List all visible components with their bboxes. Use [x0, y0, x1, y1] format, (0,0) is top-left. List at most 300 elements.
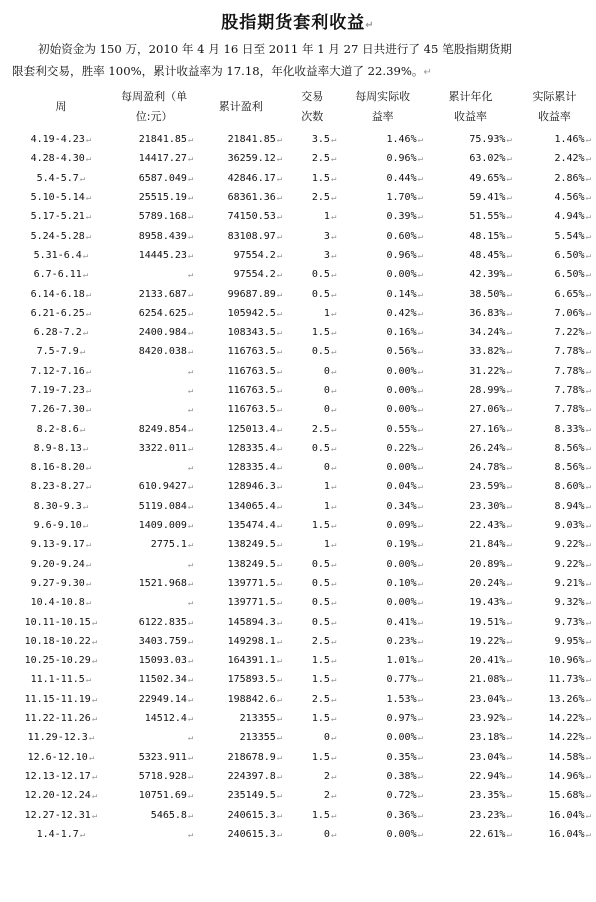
return-mark: ↵	[187, 231, 194, 242]
table-cell	[339, 574, 426, 593]
return-mark: ↵	[276, 405, 283, 416]
cell-value: 2.5	[311, 693, 330, 705]
cell-value: 8958.439	[138, 230, 187, 242]
return-mark: ↵	[85, 231, 92, 242]
table-cell	[339, 709, 426, 728]
table-cell	[426, 767, 515, 786]
cell-value: 15093.03	[138, 655, 187, 667]
table-cell	[426, 516, 515, 535]
return-mark: ↵	[187, 424, 194, 435]
cell-value: 6254.625	[138, 307, 187, 319]
cell-value: 0.00%	[386, 597, 417, 609]
table-cell	[426, 786, 515, 805]
return-mark: ↵	[187, 636, 194, 647]
table-cell	[285, 767, 339, 786]
table-cell	[339, 748, 426, 767]
return-mark: ↵	[330, 173, 337, 184]
cell-value: 116763.5	[227, 385, 276, 396]
return-mark: ↵	[276, 482, 283, 493]
column-header-line: 收益率	[537, 110, 571, 123]
return-mark: ↵	[187, 617, 194, 628]
table-cell	[515, 670, 594, 689]
cell-value: 0.00%	[386, 732, 417, 744]
return-mark: ↵	[585, 443, 591, 454]
cell-value: 7.78%	[554, 404, 585, 416]
table-cell	[426, 748, 515, 767]
table-row	[10, 362, 594, 381]
cell-value: 21.08%	[469, 674, 506, 686]
table-cell	[426, 805, 515, 824]
return-mark: ↵	[585, 328, 591, 339]
return-mark: ↵	[91, 771, 98, 782]
cell-value: 1.5	[311, 751, 330, 763]
return-mark: ↵	[585, 250, 591, 261]
cell-value: 36259.12	[227, 153, 276, 165]
table-body	[10, 130, 594, 844]
return-mark: ↵	[506, 559, 512, 570]
cell-value: 11.22-11.26	[24, 713, 91, 725]
return-mark: ↵	[330, 559, 337, 570]
table-cell	[426, 535, 515, 554]
cell-value: 21841.85	[227, 134, 276, 146]
return-mark: ↵	[276, 791, 283, 802]
cell-value: 0.00%	[386, 462, 417, 474]
return-mark: ↵	[330, 289, 337, 300]
table-cell	[196, 207, 285, 226]
cell-value: 6.50%	[554, 249, 585, 261]
table-cell	[285, 381, 339, 400]
table-cell	[285, 786, 339, 805]
cell-value: 0.00%	[386, 404, 417, 416]
return-mark: ↵	[585, 540, 591, 551]
cell-value: 0.00%	[386, 365, 417, 377]
table-row	[10, 612, 594, 631]
table-cell	[285, 728, 339, 747]
cell-value: 8.60%	[554, 481, 585, 493]
table-cell	[515, 651, 594, 670]
return-mark: ↵	[506, 173, 512, 184]
cell-value: 1.5	[311, 809, 330, 821]
intro-line-2-text: 限套利交易，胜率 100%，累计收益率为 17.18，年化收益率大道了 22.39%。	[12, 64, 424, 78]
column-header-3	[285, 84, 339, 130]
return-mark: ↵	[423, 67, 432, 78]
cell-value: 0.38%	[386, 770, 417, 782]
document-title-text: 股指期货套利收益	[221, 13, 366, 33]
table-cell	[515, 555, 594, 574]
return-mark: ↵	[330, 656, 337, 667]
table-cell	[339, 130, 426, 149]
table-cell	[10, 439, 112, 458]
return-mark: ↵	[276, 540, 283, 551]
cell-value: 0.23%	[386, 635, 417, 647]
cell-value: 2.5	[311, 192, 330, 204]
cell-value: 31.22%	[469, 365, 506, 377]
return-mark: ↵	[330, 636, 337, 647]
cell-value: 9.32%	[554, 597, 585, 609]
table-cell	[196, 670, 285, 689]
return-mark: ↵	[330, 482, 337, 493]
table-row	[10, 284, 594, 303]
return-mark: ↵	[417, 173, 424, 184]
return-mark: ↵	[276, 829, 283, 840]
cell-value: 1409.009	[138, 520, 187, 532]
table-cell	[196, 786, 285, 805]
return-mark: ↵	[585, 598, 591, 609]
column-header-line: 每周盈利（单	[121, 90, 188, 103]
return-mark: ↵	[187, 675, 194, 686]
table-cell	[426, 690, 515, 709]
cell-value: 23.35%	[469, 790, 506, 802]
table-cell	[112, 555, 197, 574]
return-mark: ↵	[506, 752, 512, 763]
table-cell	[10, 612, 112, 631]
return-mark: ↵	[417, 829, 424, 840]
return-mark: ↵	[276, 366, 283, 377]
column-header-line: 周	[55, 100, 67, 113]
return-mark: ↵	[506, 386, 512, 396]
table-cell	[196, 825, 285, 844]
table-cell	[515, 169, 594, 188]
cell-value: 1.53%	[386, 693, 417, 705]
table-cell	[112, 632, 197, 651]
cell-value: 0.5	[311, 616, 330, 628]
cell-value: 8.56%	[554, 442, 585, 454]
table-row	[10, 169, 594, 188]
table-cell	[426, 709, 515, 728]
cell-value: 1.46%	[554, 134, 585, 146]
table-cell	[10, 304, 112, 323]
cell-value: 0	[323, 828, 330, 840]
table-cell	[285, 265, 339, 284]
table-cell	[285, 342, 339, 361]
table-cell	[515, 825, 594, 844]
return-mark: ↵	[417, 675, 424, 686]
cell-value: 7.22%	[554, 327, 585, 339]
table-cell	[196, 555, 285, 574]
column-header-5	[426, 84, 515, 130]
cell-value: 75.93%	[469, 134, 506, 146]
column-header-line: 次数	[301, 110, 324, 123]
cell-value: 1521.968	[138, 577, 187, 589]
cell-value: 7.5-7.9	[36, 346, 79, 358]
table-cell	[112, 362, 197, 381]
table-cell	[426, 381, 515, 400]
return-mark: ↵	[585, 270, 591, 281]
return-mark: ↵	[330, 694, 337, 705]
cell-value: 213355	[239, 732, 276, 744]
return-mark: ↵	[79, 829, 86, 840]
return-mark: ↵	[585, 559, 591, 570]
cell-value: 22.94%	[469, 770, 506, 782]
table-cell	[10, 477, 112, 496]
table-cell	[10, 284, 112, 303]
cell-value: 0.00%	[386, 385, 417, 396]
table-row	[10, 130, 594, 149]
cell-value: 8.23-8.27	[30, 481, 85, 493]
table-row	[10, 342, 594, 361]
table-cell	[196, 632, 285, 651]
cell-value: 9.03%	[554, 520, 585, 532]
table-cell	[515, 188, 594, 207]
cell-value: 21.84%	[469, 539, 506, 551]
table-cell	[10, 188, 112, 207]
return-mark: ↵	[506, 154, 512, 165]
cell-value: 10.96%	[548, 655, 585, 667]
cell-value: 20.24%	[469, 577, 506, 589]
return-mark: ↵	[330, 250, 337, 261]
return-mark: ↵	[417, 405, 424, 416]
return-mark: ↵	[506, 347, 512, 358]
table-cell	[196, 767, 285, 786]
return-mark: ↵	[506, 424, 512, 435]
return-mark: ↵	[417, 443, 424, 454]
table-cell	[196, 304, 285, 323]
return-mark: ↵	[585, 752, 591, 763]
return-mark: ↵	[330, 308, 337, 319]
cell-value: 4.94%	[554, 211, 585, 223]
return-mark: ↵	[506, 231, 512, 242]
table-cell	[196, 226, 285, 245]
table-row	[10, 786, 594, 805]
cell-value: 0.44%	[386, 172, 417, 184]
table-cell	[515, 574, 594, 593]
return-mark: ↵	[585, 212, 591, 223]
return-mark: ↵	[417, 810, 424, 821]
cell-value: 0.00%	[386, 828, 417, 840]
table-row	[10, 149, 594, 168]
return-mark: ↵	[79, 173, 86, 184]
cell-value: 0.5	[311, 577, 330, 589]
cell-value: 3.5	[311, 134, 330, 146]
table-cell	[339, 670, 426, 689]
table-cell	[196, 130, 285, 149]
table-cell	[10, 748, 112, 767]
table-cell	[426, 188, 515, 207]
table-row	[10, 246, 594, 265]
table-cell	[426, 458, 515, 477]
table-cell	[10, 342, 112, 361]
cell-value: 23.92%	[469, 713, 506, 725]
cell-value: 9.73%	[554, 616, 585, 628]
cell-value: 8.33%	[554, 423, 585, 435]
table-cell	[10, 516, 112, 535]
table-cell	[515, 323, 594, 342]
cell-value: 42846.17	[227, 172, 276, 184]
return-mark: ↵	[187, 173, 194, 184]
table-cell	[196, 188, 285, 207]
table-cell	[112, 207, 197, 226]
table-cell	[112, 188, 197, 207]
cell-value: 0.5	[311, 597, 330, 609]
table-cell	[339, 226, 426, 245]
table-cell	[339, 207, 426, 226]
table-cell	[515, 767, 594, 786]
table-cell	[196, 748, 285, 767]
table-cell	[196, 516, 285, 535]
table-cell	[515, 516, 594, 535]
table-cell	[10, 265, 112, 284]
table-cell	[112, 226, 197, 245]
cell-value: 99687.89	[227, 288, 276, 300]
cell-value: 14.22%	[548, 713, 585, 725]
return-mark: ↵	[417, 501, 424, 512]
return-mark: ↵	[330, 463, 337, 474]
cell-value: 14512.4	[144, 713, 187, 725]
return-mark: ↵	[417, 386, 424, 396]
cell-value: 4.19-4.23	[30, 134, 85, 146]
column-header-6	[515, 84, 594, 130]
cell-value: 23.18%	[469, 732, 506, 744]
table-row	[10, 458, 594, 477]
return-mark: ↵	[187, 308, 194, 319]
return-mark: ↵	[585, 617, 591, 628]
cell-value: 11.1-11.5	[30, 674, 85, 686]
cell-value: 2.42%	[554, 153, 585, 165]
return-mark: ↵	[276, 636, 283, 647]
column-header-0	[10, 84, 112, 130]
table-cell	[426, 400, 515, 419]
cell-value: 7.26-7.30	[30, 404, 85, 416]
table-cell	[112, 265, 197, 284]
table-cell	[426, 169, 515, 188]
cell-value: 2.5	[311, 153, 330, 165]
return-mark: ↵	[91, 636, 98, 647]
cell-value: 7.06%	[554, 307, 585, 319]
return-mark: ↵	[330, 578, 337, 589]
cell-value: 138249.5	[227, 558, 276, 570]
table-row	[10, 400, 594, 419]
table-cell	[426, 574, 515, 593]
cell-value: 12.27-12.31	[24, 809, 91, 821]
return-mark: ↵	[187, 405, 194, 416]
table-cell	[285, 690, 339, 709]
return-mark: ↵	[330, 733, 337, 744]
cell-value: 0.56%	[386, 346, 417, 358]
table-cell	[10, 400, 112, 419]
cell-value: 11502.34	[138, 674, 187, 686]
return-mark: ↵	[82, 250, 89, 261]
cell-value: 28.99%	[469, 385, 506, 396]
return-mark: ↵	[417, 270, 424, 281]
table-cell	[339, 304, 426, 323]
table-row	[10, 593, 594, 612]
table-cell	[196, 149, 285, 168]
return-mark: ↵	[187, 694, 194, 705]
cell-value: 22.43%	[469, 520, 506, 532]
return-mark: ↵	[187, 463, 194, 474]
cell-value: 0	[323, 462, 330, 474]
table-cell	[426, 207, 515, 226]
table-cell	[10, 362, 112, 381]
return-mark: ↵	[506, 656, 512, 667]
return-mark: ↵	[417, 212, 424, 223]
cell-value: 138249.5	[227, 539, 276, 551]
cell-value: 7.78%	[554, 365, 585, 377]
return-mark: ↵	[506, 521, 512, 532]
table-cell	[285, 477, 339, 496]
table-cell	[196, 439, 285, 458]
cell-value: 0.5	[311, 288, 330, 300]
return-mark: ↵	[417, 308, 424, 319]
table-row	[10, 574, 594, 593]
return-mark: ↵	[187, 501, 194, 512]
table-row	[10, 670, 594, 689]
return-mark: ↵	[85, 308, 92, 319]
table-cell	[339, 612, 426, 631]
return-mark: ↵	[506, 328, 512, 339]
cell-value: 0.34%	[386, 500, 417, 512]
table-cell	[285, 709, 339, 728]
return-mark: ↵	[585, 791, 591, 802]
cell-value: 6.14-6.18	[30, 288, 85, 300]
table-cell	[10, 419, 112, 438]
table-cell	[515, 497, 594, 516]
column-header-2	[196, 84, 285, 130]
table-cell	[285, 555, 339, 574]
return-mark: ↵	[276, 694, 283, 705]
return-mark: ↵	[187, 733, 194, 744]
cell-value: 5.24-5.28	[30, 230, 85, 242]
cell-value: 25515.19	[138, 192, 187, 204]
intro-paragraph	[12, 38, 590, 84]
table-cell	[515, 632, 594, 651]
table-cell	[10, 149, 112, 168]
table-row	[10, 516, 594, 535]
cell-value: 5.17-5.21	[30, 211, 85, 223]
table-cell	[10, 690, 112, 709]
cell-value: 4.56%	[554, 192, 585, 204]
table-cell	[515, 342, 594, 361]
cell-value: 9.21%	[554, 577, 585, 589]
return-mark: ↵	[585, 135, 591, 146]
table-cell	[285, 188, 339, 207]
cell-value: 38.50%	[469, 288, 506, 300]
cell-value: 5323.911	[138, 751, 187, 763]
cell-value: 51.55%	[469, 211, 506, 223]
cell-value: 105942.5	[227, 307, 276, 319]
table-cell	[112, 805, 197, 824]
table-row	[10, 805, 594, 824]
cell-value: 3322.011	[138, 442, 187, 454]
return-mark: ↵	[330, 270, 337, 281]
return-mark: ↵	[276, 675, 283, 686]
table-cell	[426, 670, 515, 689]
return-mark: ↵	[585, 694, 591, 705]
cell-value: 224397.8	[227, 770, 276, 782]
return-mark: ↵	[506, 598, 512, 609]
table-cell	[339, 149, 426, 168]
return-mark: ↵	[276, 443, 283, 454]
table-cell	[196, 400, 285, 419]
table-cell	[515, 246, 594, 265]
table-cell	[285, 284, 339, 303]
table-cell	[112, 825, 197, 844]
cell-value: 0.39%	[386, 211, 417, 223]
cell-value: 14417.27	[138, 153, 187, 165]
return-mark: ↵	[417, 559, 424, 570]
column-header-line: 益率	[371, 110, 394, 123]
return-mark: ↵	[330, 521, 337, 532]
table-cell	[339, 632, 426, 651]
return-mark: ↵	[585, 173, 591, 184]
return-mark: ↵	[417, 714, 424, 725]
cell-value: 0.04%	[386, 481, 417, 493]
cell-value: 14445.23	[138, 249, 187, 261]
table-cell	[112, 458, 197, 477]
table-cell	[426, 728, 515, 747]
return-mark: ↵	[276, 347, 283, 358]
cell-value: 83108.97	[227, 230, 276, 242]
